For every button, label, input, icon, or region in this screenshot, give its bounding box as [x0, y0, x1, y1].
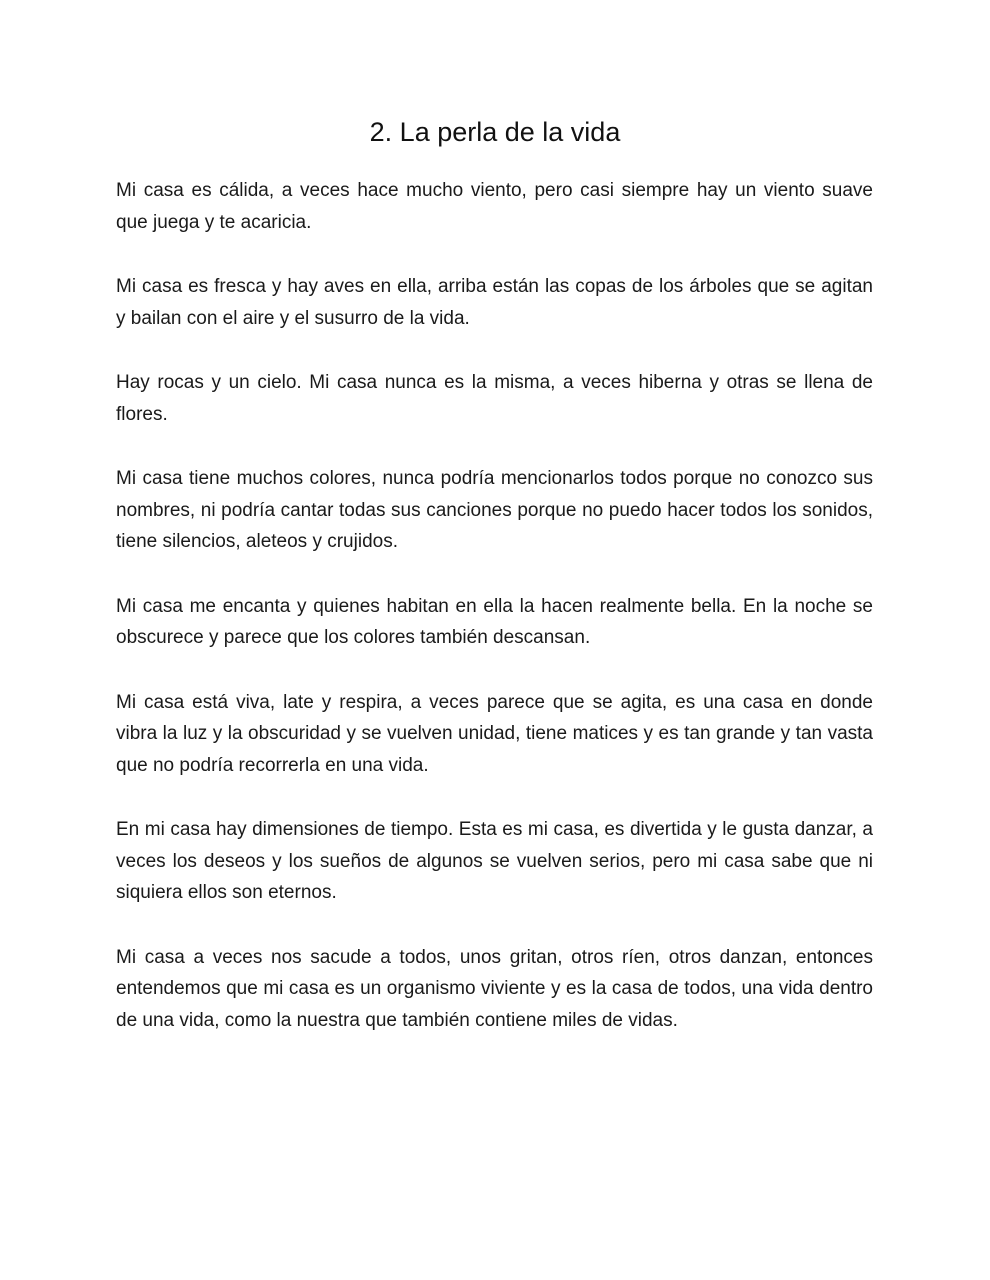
- paragraph-1: Mi casa es cálida, a veces hace mucho viento, pero casi siempre hay un viento suave que juega y te acaricia.: [116, 180, 873, 233]
- paragraph-4: Mi casa tiene muchos colores, nunca podría mencionarlos todos porque no conozco sus nombres, ni podría cantar todas sus canciones porque no puedo hacer todos los sonidos, tiene silencios, aleteos y crujidos.: [116, 468, 873, 552]
- paragraph-6: Mi casa está viva, late y respira, a veces parece que se agita, es una casa en donde vibra la luz y la obscuridad y se vuelven unidad, tiene matices y es tan grande y tan vasta que no podría recorrerla en una vida.: [116, 691, 873, 776]
- paragraph-2: Mi casa es fresca y hay aves en ella, arriba están las copas de los árboles que se agitan y bailan con el aire y el susurro de la vida.: [116, 276, 873, 329]
- paragraph-7: En mi casa hay dimensiones de tiempo. Esta es mi casa, es divertida y le gusta danzar, a veces los deseos y los sueños de algunos se vuelven serios, pero mi casa sabe que ni siquiera ellos son eternos.: [116, 819, 873, 903]
- paragraph-8: Mi casa a veces nos sacude a todos, unos gritan, otros ríen, otros danzan, entonces entendemos que mi casa es un organismo viviente y es la casa de todos, una vida dentro de una vida, como la nuestra que también contiene miles de vidas.: [116, 946, 873, 1031]
- paragraph-5: Mi casa me encanta y quienes habitan en ella la hacen realmente bella. En la noche se obscurece y parece que los colores también descansan.: [116, 595, 873, 648]
- paragraph-3: Hay rocas y un cielo. Mi casa nunca es la misma, a veces hiberna y otras se llena de flores.: [116, 372, 873, 425]
- page-title: 2. La perla de la vida: [369, 117, 621, 147]
- document-body: [116, 175, 873, 1069]
